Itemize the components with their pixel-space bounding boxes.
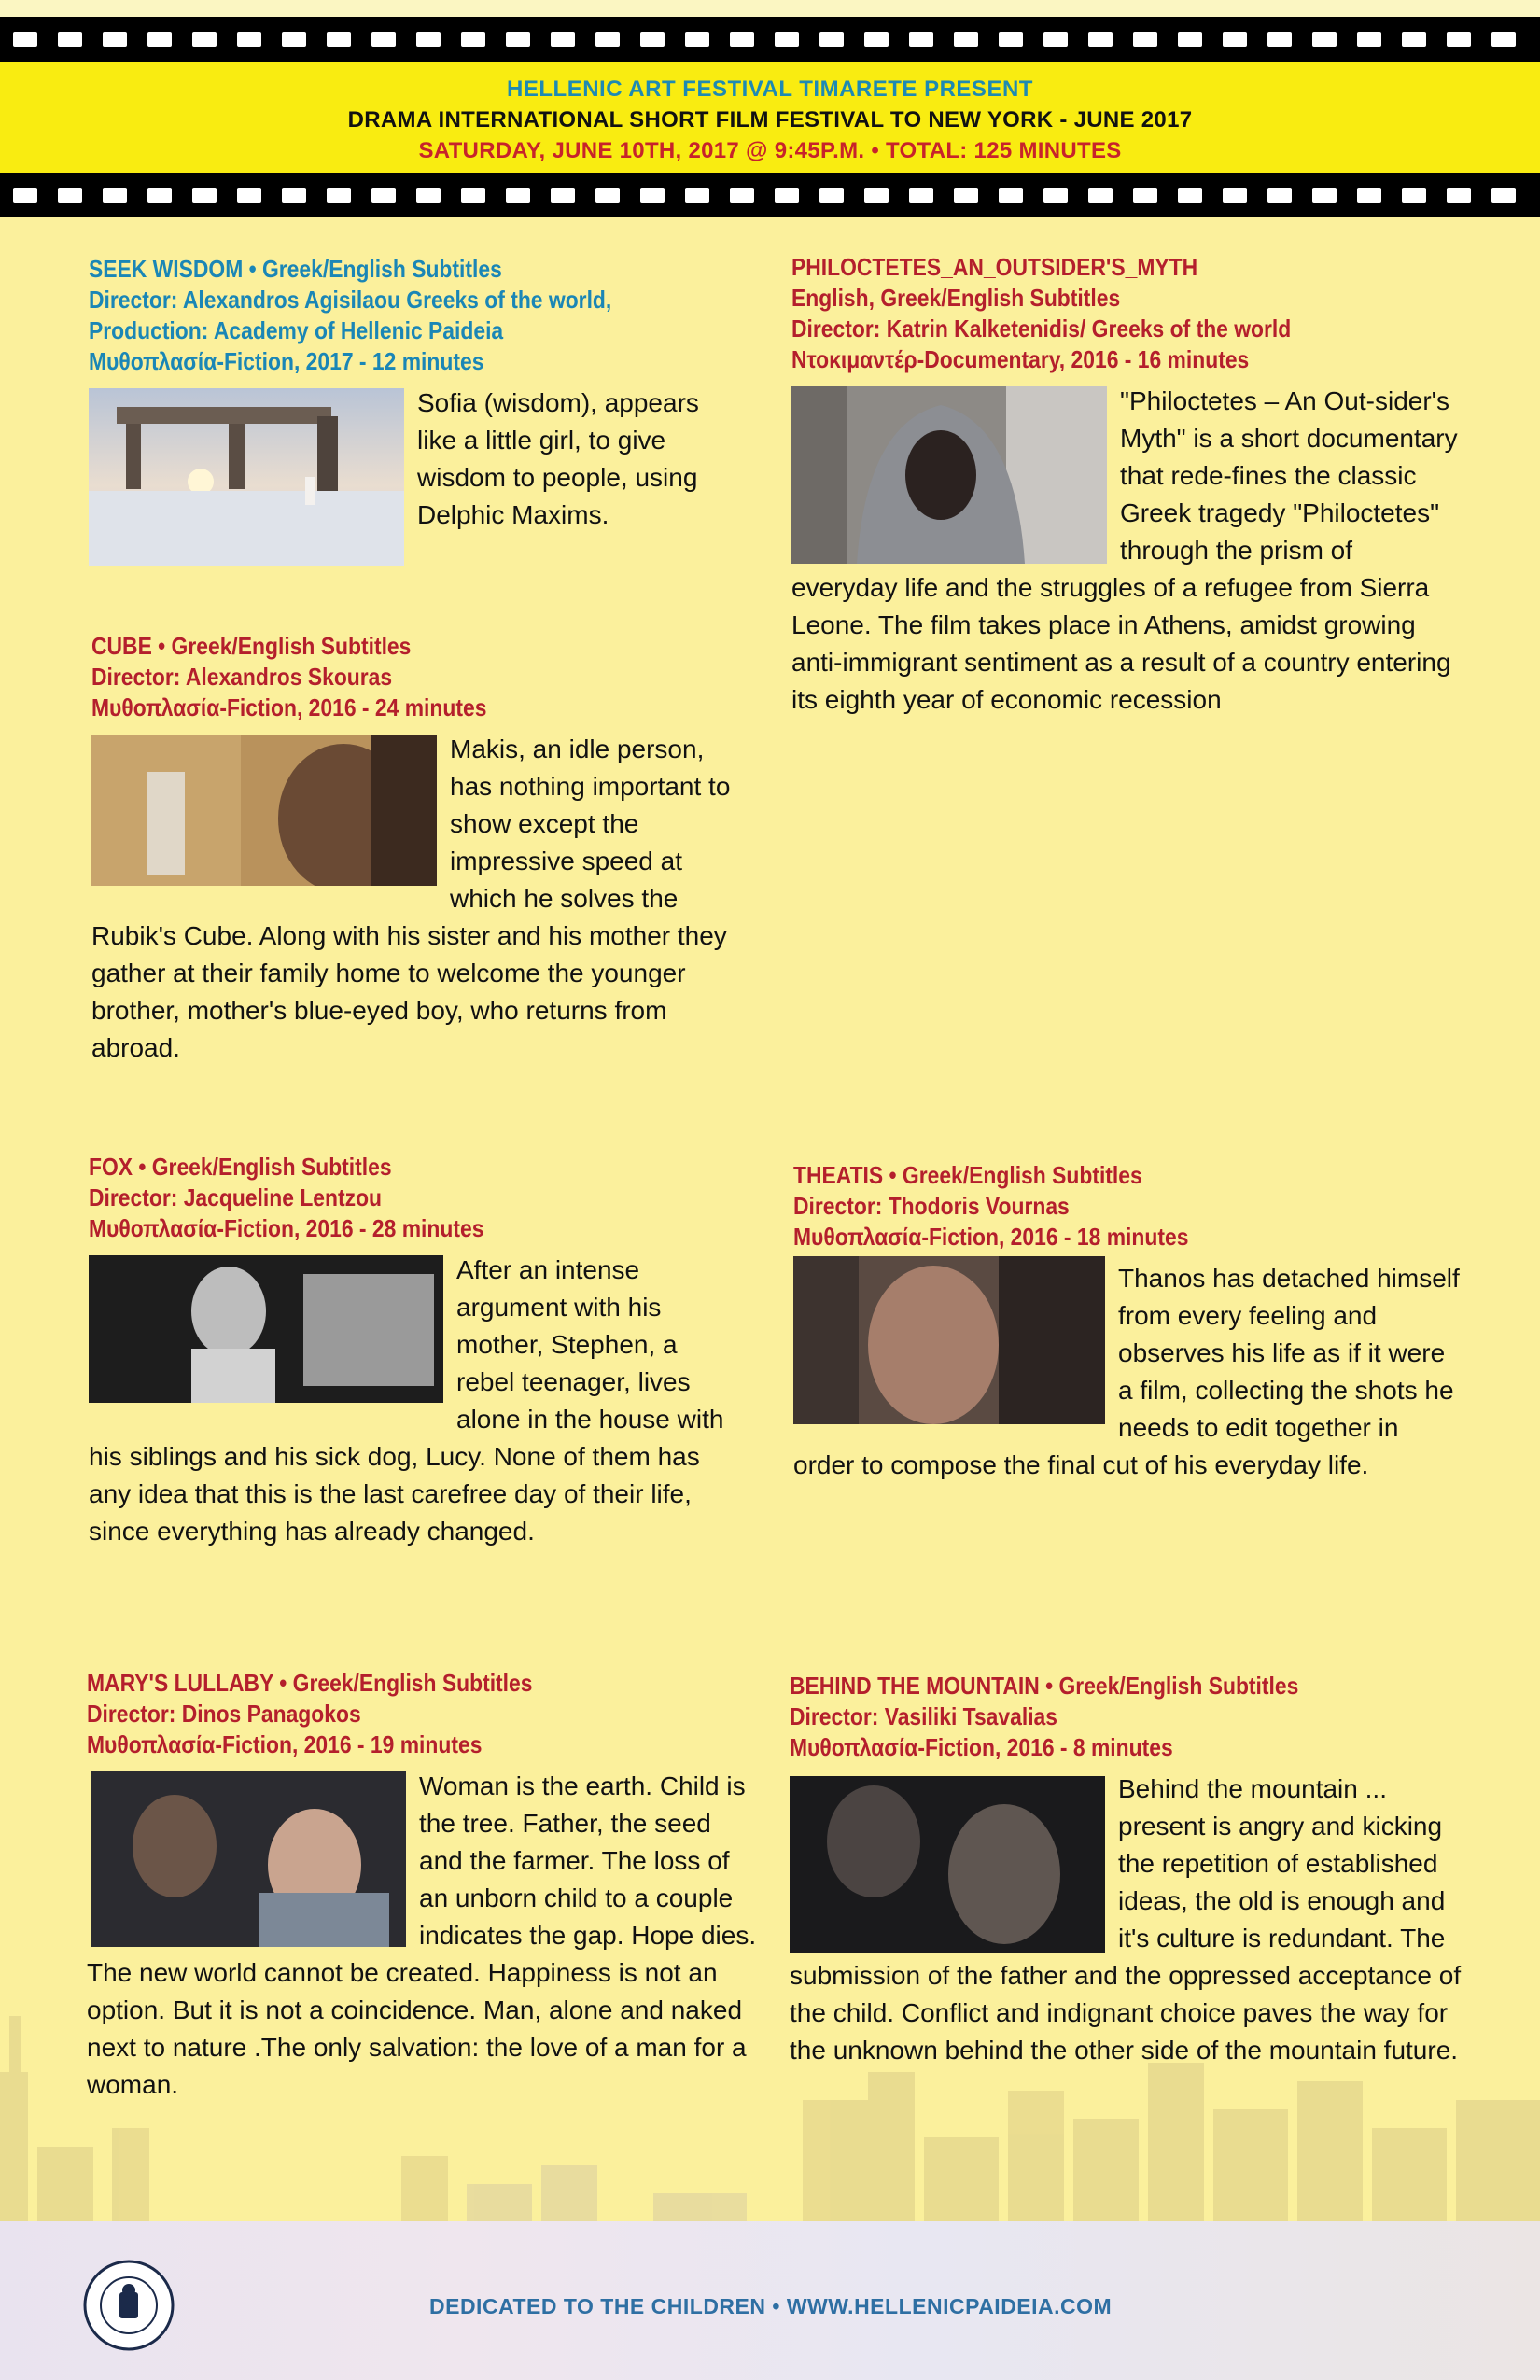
footer-dedication: DEDICATED TO THE CHILDREN • WWW.HELLENICPAIDEIA.COM	[429, 2294, 1113, 2318]
film-genre-duration: Ντοκιμαντέρ-Documentary, 2016 - 16 minutes	[791, 345, 1250, 373]
film-director: Director: Thodoris Vournas	[793, 1192, 1070, 1220]
sprocket-hole	[1312, 188, 1337, 203]
film-director: Director: Dinos Panagokos	[87, 1700, 361, 1728]
sprocket-hole	[551, 188, 575, 203]
sprocket-hole	[1491, 32, 1516, 47]
sprocket-hole	[416, 32, 441, 47]
sprocket-hole	[103, 32, 127, 47]
film-language: English, Greek/English Subtitles	[791, 284, 1121, 312]
film-genre-duration: Μυθοπλασία-Fiction, 2016 - 19 minutes	[87, 1730, 483, 1758]
film-marys-lullaby	[87, 1668, 759, 2104]
sprocket-hole	[1178, 32, 1202, 47]
film-description: Sofia (wisdom), appears like a little girl, to give wisdom to people, using Delphic Maxims.	[417, 388, 699, 529]
film-still-seek-wisdom	[89, 388, 404, 566]
sprocket-hole	[1357, 188, 1381, 203]
film-description: "Philoctetes – An Out-sider's Myth" is a short documentary that rede-fines the classic Greek tragedy "Philoctetes" through the prism of everyday life and the struggles of a refugee from Sierra Leone. The film takes place in Athens, amidst growing anti-immigrant sentiment as a result of a country entering its eighth year of economic recession	[791, 386, 1458, 714]
sprocket-hole	[819, 188, 844, 203]
film-seek-wisdom	[89, 254, 742, 569]
sprocket-hole	[1357, 32, 1381, 47]
sprocket-hole	[551, 32, 575, 47]
film-title: MARY'S LULLABY • Greek/English Subtitles	[87, 1669, 533, 1697]
film-description: After an intense argument with his mother, Stephen, a rebel teenager, lives alone in the house with his siblings and his sick dog, Lucy. None of them has any idea that this is the last carefree day of their life, since everything has already changed.	[89, 1255, 724, 1546]
sprocket-hole	[147, 32, 172, 47]
sprocket-hole	[461, 188, 485, 203]
sprocket-hole	[1088, 32, 1113, 47]
sprocket-hole	[775, 188, 799, 203]
presenter-line: HELLENIC ART FESTIVAL TIMARETE PRESENT	[507, 77, 1033, 102]
sprocket-hole	[1043, 32, 1068, 47]
footer	[0, 2221, 1540, 2380]
sprocket-hole	[640, 32, 665, 47]
sprocket-hole	[416, 188, 441, 203]
sprocket-hole	[1223, 32, 1247, 47]
sprocket-hole	[103, 188, 127, 203]
sprocket-hole	[909, 188, 933, 203]
sprocket-hole	[371, 188, 396, 203]
film-description: Makis, an idle person, has nothing important to show except the impressive speed at which he solves the Rubik's Cube. Along with his sister and his mother they gather at their family home to welcome the younger brother, mother's blue-eyed boy, who returns from abroad.	[91, 735, 731, 1062]
sprocket-hole	[999, 32, 1023, 47]
film-still-cube	[91, 735, 437, 886]
sprocket-hole	[1491, 188, 1516, 203]
film-genre-duration: Μυθοπλασία-Fiction, 2016 - 28 minutes	[89, 1214, 484, 1242]
sprocket-holes-top	[0, 17, 1540, 62]
film-fox	[89, 1152, 742, 1550]
sprocket-hole	[282, 188, 306, 203]
top-band	[0, 0, 1540, 17]
sprocket-hole	[1088, 188, 1113, 203]
sprocket-hole	[685, 188, 709, 203]
sprocket-hole	[730, 32, 754, 47]
film-director: Director: Alexandros Skouras	[91, 663, 393, 691]
sprocket-hole	[775, 32, 799, 47]
sprocket-hole	[819, 32, 844, 47]
film-title: FOX • Greek/English Subtitles	[89, 1153, 392, 1181]
film-still-marys-lullaby	[91, 1771, 406, 1947]
film-title: PHILOCTETES_AN_OUTSIDER'S_MYTH	[791, 253, 1198, 281]
film-theatis	[793, 1160, 1465, 1484]
sprocket-hole	[864, 32, 889, 47]
sprocket-hole	[192, 32, 217, 47]
film-strip-header	[0, 17, 1540, 217]
sprocket-hole	[1447, 188, 1471, 203]
film-director: Director: Katrin Kalketenidis/ Greeks of the world	[791, 315, 1292, 343]
sprocket-hole	[864, 188, 889, 203]
sprocket-hole	[954, 188, 978, 203]
film-still-philoctetes	[791, 386, 1107, 564]
sprocket-hole	[237, 188, 261, 203]
sprocket-hole	[1133, 32, 1157, 47]
sprocket-hole	[13, 188, 37, 203]
film-philoctetes	[791, 252, 1463, 719]
sprocket-hole	[999, 188, 1023, 203]
sprocket-hole	[1402, 32, 1426, 47]
film-description: Behind the mountain ... present is angry and kicking the repetition of established ideas, the old is enough and it's culture is redundant. The submission of the father and the oppressed acceptance of the child. Conflict and indignant choice paves the way for the unknown behind the other side of the mountain future.	[790, 1774, 1462, 2065]
film-title: CUBE • Greek/English Subtitles	[91, 632, 412, 660]
sprocket-hole	[327, 188, 351, 203]
film-behind-the-mountain	[790, 1671, 1462, 2069]
film-title: SEEK WISDOM • Greek/English Subtitles	[89, 255, 502, 283]
film-director: Director: Alexandros Agisilaou Greeks of the world,	[89, 286, 612, 314]
sprocket-hole	[1447, 32, 1471, 47]
sprocket-hole	[327, 32, 351, 47]
sprocket-hole	[282, 32, 306, 47]
sprocket-hole	[685, 32, 709, 47]
screening-time: SATURDAY, JUNE 10TH, 2017 @ 9:45P.M. • TOTAL: 125 MINUTES	[418, 138, 1122, 163]
sprocket-hole	[1133, 188, 1157, 203]
sprocket-hole	[1223, 188, 1247, 203]
sprocket-hole	[1267, 188, 1292, 203]
sprocket-hole	[192, 188, 217, 203]
film-title: THEATIS • Greek/English Subtitles	[793, 1161, 1142, 1189]
sprocket-hole	[1043, 188, 1068, 203]
sprocket-hole	[461, 32, 485, 47]
film-director: Director: Vasiliki Tsavalias	[790, 1702, 1058, 1730]
sprocket-hole	[58, 188, 82, 203]
sprocket-hole	[147, 188, 172, 203]
film-genre-duration: Μυθοπλασία-Fiction, 2016 - 24 minutes	[91, 693, 487, 721]
film-director: Director: Jacqueline Lentzou	[89, 1183, 383, 1211]
sprocket-hole	[954, 32, 978, 47]
sprocket-hole	[1312, 32, 1337, 47]
header-banner	[0, 62, 1540, 173]
film-production: Production: Academy of Hellenic Paideia	[89, 316, 504, 344]
film-cube	[91, 631, 745, 1067]
sprocket-hole	[1178, 188, 1202, 203]
film-still-behind-the-mountain	[790, 1776, 1105, 1953]
film-still-theatis	[793, 1256, 1105, 1424]
film-description: Thanos has detached himself from every feeling and observes his life as if it were a film, collecting the shots he needs to edit together in order to compose the final cut of his everyday life.	[793, 1264, 1460, 1479]
sprocket-hole	[640, 188, 665, 203]
sprocket-hole	[237, 32, 261, 47]
festival-title: DRAMA INTERNATIONAL SHORT FILM FESTIVAL TO NEW YORK - JUNE 2017	[347, 107, 1193, 133]
film-still-fox	[89, 1255, 443, 1403]
sprocket-hole	[58, 32, 82, 47]
film-title: BEHIND THE MOUNTAIN • Greek/English Subtitles	[790, 1672, 1299, 1700]
sprocket-hole	[506, 188, 530, 203]
sprocket-hole	[506, 32, 530, 47]
sprocket-hole	[909, 32, 933, 47]
film-genre-duration: Μυθοπλασία-Fiction, 2016 - 8 minutes	[790, 1733, 1173, 1761]
sprocket-holes-bottom	[0, 173, 1540, 217]
sprocket-hole	[595, 188, 620, 203]
sprocket-hole	[1402, 188, 1426, 203]
sprocket-hole	[13, 32, 37, 47]
sprocket-hole	[1267, 32, 1292, 47]
film-genre-duration: Μυθοπλασία-Fiction, 2016 - 18 minutes	[793, 1223, 1189, 1251]
sprocket-hole	[730, 188, 754, 203]
sprocket-hole	[371, 32, 396, 47]
film-description: Woman is the earth. Child is the tree. Father, the seed and the farmer. The loss of an unborn child to a couple indicates the gap. Hope dies. The new world cannot be created. Happiness is not an option. But it is not a coincidence. Man, alone and naked next to nature .The only salvation: the love of a man for a woman.	[87, 1771, 757, 2099]
sprocket-hole	[595, 32, 620, 47]
film-genre-duration: Μυθοπλασία-Fiction, 2017 - 12 minutes	[89, 347, 484, 375]
academy-logo	[82, 2259, 175, 2357]
